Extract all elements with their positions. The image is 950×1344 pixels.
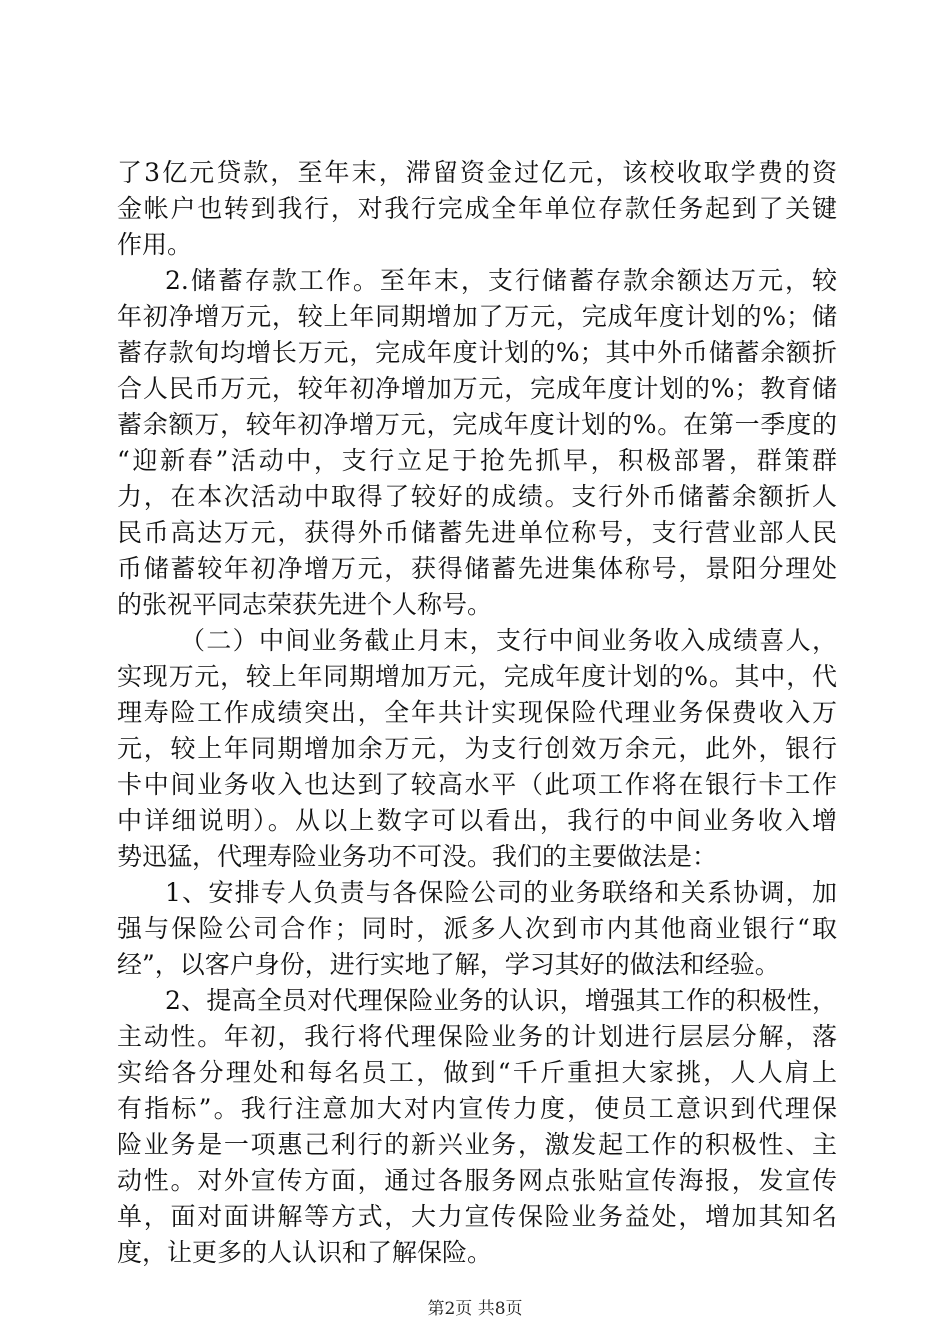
text-line: 2、提高全员对代理保险业务的认识，增强其工作的积极性，: [165, 986, 837, 1015]
text-line: 力，在本次活动中取得了较好的成绩。支行外币储蓄余额折人: [117, 482, 837, 511]
text-line: 有指标”。我行注意加大对内宣传力度，使员工意识到代理保: [117, 1094, 837, 1123]
text-line: 度，让更多的人认识和了解保险。: [117, 1238, 493, 1267]
text-line: 实现万元，较上年同期增加万元，完成年度计划的%。其中，代: [117, 662, 837, 691]
text-line: 蓄存款旬均增长万元，完成年度计划的%；其中外币储蓄余额折: [117, 338, 837, 367]
text-line: 合人民币万元，较年初净增加万元，完成年度计划的%；教育储: [117, 374, 837, 403]
text-line: 年初净增万元，较上年同期增加了万元，完成年度计划的%；储: [117, 302, 837, 331]
page-footer: 第2页 共8页: [427, 1299, 523, 1319]
text-line: 元，较上年同期增加余万元，为支行创效万余元，此外，银行: [117, 734, 837, 763]
text-line: 中详细说明）。从以上数字可以看出，我行的中间业务收入增: [117, 806, 837, 835]
text-line: 经”，以客户身份，进行实地了解，学习其好的做法和经验。: [117, 950, 780, 979]
text-line: 2.储蓄存款工作。至年末，支行储蓄存款余额达万元，较: [165, 266, 837, 295]
text-line: 金帐户也转到我行，对我行完成全年单位存款任务起到了关键: [117, 194, 837, 223]
text-line: 的张祝平同志荣获先进个人称号。: [117, 590, 493, 619]
text-line: 强与保险公司合作；同时，派多人次到市内其他商业银行“取: [117, 914, 837, 943]
text-line: 势迅猛，代理寿险业务功不可没。我们的主要做法是：: [117, 842, 718, 871]
text-line: 实给各分理处和每名员工，做到“千斤重担大家挑，人人肩上: [117, 1058, 837, 1087]
text-line: 动性。对外宣传方面，通过各服务网点张贴宣传海报，发宣传: [117, 1166, 837, 1195]
text-line: 作用。: [117, 230, 193, 259]
text-line: 理寿险工作成绩突出，全年共计实现保险代理业务保费收入万: [117, 698, 837, 727]
text-line: 了3亿元贷款，至年末，滞留资金过亿元，该校收取学费的资: [117, 158, 837, 187]
text-line: 蓄余额万，较年初净增万元，完成年度计划的%。在第一季度的: [117, 410, 837, 439]
text-line: 币储蓄较年初净增万元，获得储蓄先进集体称号，景阳分理处: [117, 554, 837, 583]
text-line: 险业务是一项惠己利行的新兴业务，激发起工作的积极性、主: [117, 1130, 837, 1159]
text-line: 1、安排专人负责与各保险公司的业务联络和关系协调，加: [165, 878, 837, 907]
text-line: 民币高达万元，获得外币储蓄先进单位称号，支行营业部人民: [117, 518, 837, 547]
text-line: 单，面对面讲解等方式，大力宣传保险业务益处，增加其知名: [117, 1202, 837, 1231]
text-line: “迎新春”活动中，支行立足于抢先抓早，积极部署，群策群: [117, 446, 837, 475]
text-line: 主动性。年初，我行将代理保险业务的计划进行层层分解，落: [117, 1022, 837, 1051]
text-line: （二）中间业务截止月末，支行中间业务收入成绩喜人，: [180, 626, 837, 655]
text-line: 卡中间业务收入也达到了较高水平（此项工作将在银行卡工作: [117, 770, 837, 799]
